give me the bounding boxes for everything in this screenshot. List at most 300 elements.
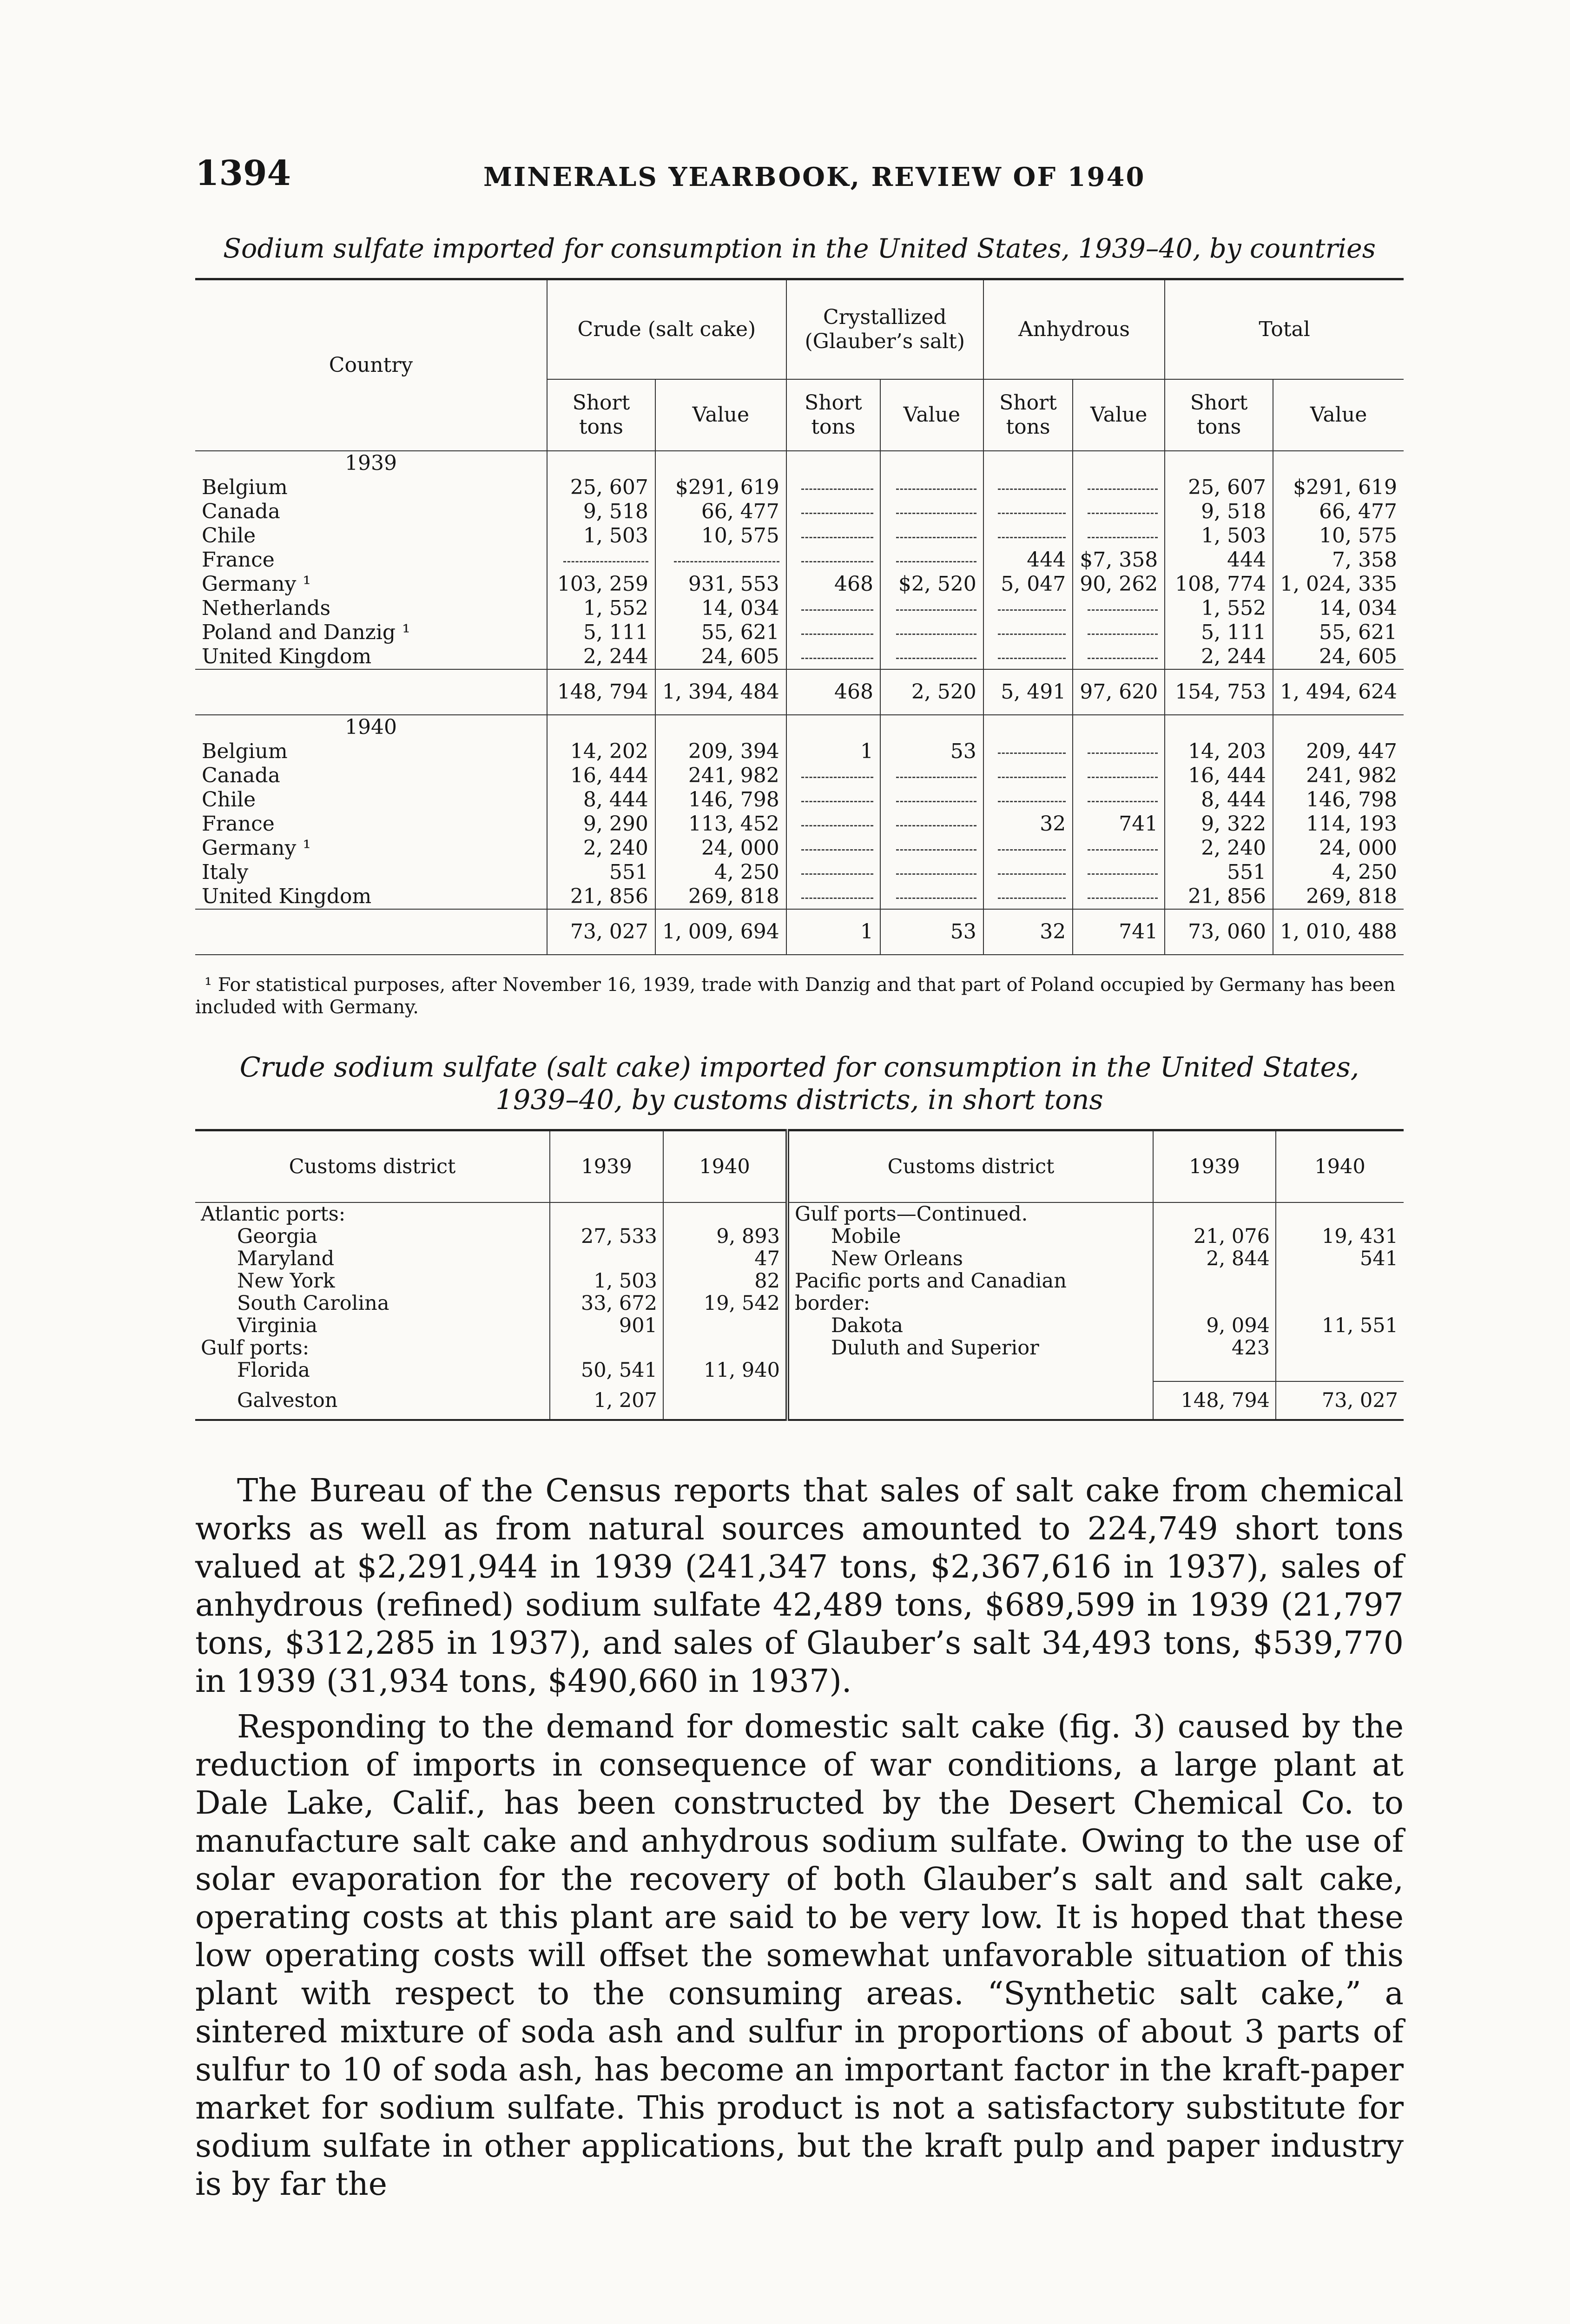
- table1-footnote: ¹ For statistical purposes, after November 16, 1939, trade with Danzig and that part of Poland occupied by Germany has been included with Germany.: [195, 974, 1396, 1018]
- district-1939-left: 33, 672: [550, 1292, 663, 1314]
- empty-dash: [1088, 752, 1158, 754]
- country-name: Netherlands: [202, 596, 331, 620]
- value-cell: 241, 982: [1273, 764, 1404, 788]
- table-row: [195, 739, 1404, 764]
- district-1939-right: 148, 794: [1153, 1381, 1276, 1420]
- value-cell: $291, 619: [655, 475, 786, 500]
- table-row: [195, 788, 1404, 812]
- value-cell: 8, 444: [547, 788, 655, 812]
- value-cell: [983, 788, 1073, 812]
- empty-dash: [998, 512, 1066, 514]
- empty-dash: [801, 657, 873, 659]
- district-name-left: Georgia: [237, 1225, 318, 1248]
- country-name: Belgium: [202, 739, 288, 763]
- district-1939-right: 21, 076: [1153, 1225, 1276, 1248]
- empty-cell: [1073, 451, 1165, 475]
- value-cell: 209, 447: [1273, 739, 1404, 764]
- header-customs-district-right: Customs district: [787, 1130, 1153, 1203]
- empty-dash: [896, 776, 976, 778]
- value-cell: 21, 856: [547, 885, 655, 909]
- value-cell: 32: [983, 812, 1073, 836]
- sub-header-short-tons: Short tons: [1165, 379, 1273, 451]
- value-cell: [1073, 764, 1165, 788]
- value-cell: 146, 798: [655, 788, 786, 812]
- district-1939-right: 423: [1153, 1337, 1276, 1359]
- value-cell: 90, 262: [1073, 572, 1165, 596]
- total-value: 1, 010, 488: [1273, 909, 1404, 955]
- value-cell: 5, 111: [1165, 621, 1273, 645]
- sub-header-short-tons: Short tons: [547, 379, 655, 451]
- district-1939-left: 901: [550, 1314, 663, 1337]
- total-value: 97, 620: [1073, 669, 1165, 715]
- sub-header-short-tons: Short tons: [786, 379, 880, 451]
- country-name: Germany ¹: [202, 572, 311, 596]
- value-cell: [786, 621, 880, 645]
- value-cell: [786, 548, 880, 572]
- district-name-left: Atlantic ports:: [201, 1202, 346, 1226]
- group-header-anhydrous: Anhydrous: [983, 280, 1165, 379]
- value-cell: 108, 774: [1165, 572, 1273, 596]
- value-cell: [1073, 596, 1165, 621]
- imports-by-country-table: [195, 280, 1404, 955]
- value-cell: 209, 394: [655, 739, 786, 764]
- value-cell: [786, 596, 880, 621]
- district-1939-left: [550, 1337, 663, 1359]
- district-name-left: Galveston: [195, 1381, 550, 1420]
- district-name-right: Gulf ports—Continued.: [787, 1202, 1153, 1225]
- empty-cell: [880, 715, 983, 739]
- value-cell: [983, 500, 1073, 524]
- table-row: [195, 524, 1404, 548]
- value-cell: [880, 764, 983, 788]
- value-cell: 24, 000: [1273, 836, 1404, 860]
- empty-cell: [880, 451, 983, 475]
- value-cell: 2, 240: [1165, 836, 1273, 860]
- country-name: Chile: [202, 788, 256, 812]
- value-cell: 24, 000: [655, 836, 786, 860]
- district-1939-left: [550, 1202, 663, 1225]
- empty-cell: [1273, 715, 1404, 739]
- country-name: Italy: [202, 860, 249, 884]
- district-1939-right: [1153, 1292, 1276, 1314]
- total-row: [195, 909, 1404, 955]
- district-1940-right: [1276, 1337, 1404, 1359]
- header-1939-left: 1939: [550, 1130, 663, 1203]
- value-cell: [1073, 645, 1165, 669]
- value-cell: 1, 503: [547, 524, 655, 548]
- value-cell: 1, 503: [1165, 524, 1273, 548]
- empty-cell: [786, 715, 880, 739]
- value-cell: 4, 250: [655, 860, 786, 885]
- empty-dash: [998, 873, 1066, 875]
- value-cell: 4, 250: [1273, 860, 1404, 885]
- district-name-left: South Carolina: [237, 1292, 389, 1315]
- table-row: [195, 1381, 1404, 1420]
- total-value: 148, 794: [547, 669, 655, 715]
- empty-dash: [1088, 609, 1158, 611]
- value-cell: 55, 621: [655, 621, 786, 645]
- total-value: 1: [786, 909, 880, 955]
- value-cell: [983, 475, 1073, 500]
- district-name-left: Maryland: [237, 1247, 335, 1270]
- empty-dash: [896, 897, 976, 899]
- empty-dash: [896, 609, 976, 611]
- value-cell: [880, 645, 983, 669]
- total-value: 32: [983, 909, 1073, 955]
- total-value: 53: [880, 909, 983, 955]
- value-cell: [786, 524, 880, 548]
- empty-dash: [1088, 897, 1158, 899]
- customs-district-table: [195, 1129, 1404, 1421]
- district-1940-left: [663, 1381, 787, 1420]
- value-cell: 9, 290: [547, 812, 655, 836]
- country-name: France: [202, 812, 275, 836]
- value-cell: 7, 358: [1273, 548, 1404, 572]
- district-1940-right: 19, 431: [1276, 1225, 1404, 1248]
- table-row: [195, 860, 1404, 885]
- empty-dash: [1088, 849, 1158, 851]
- empty-dash: [1088, 488, 1158, 490]
- country-cell: [195, 860, 547, 885]
- country-name: France: [202, 548, 275, 572]
- country-cell: [195, 885, 547, 909]
- value-cell: 103, 259: [547, 572, 655, 596]
- empty-cell: [983, 451, 1073, 475]
- district-1940-right: [1276, 1202, 1404, 1225]
- total-label-cell: [195, 669, 547, 715]
- value-cell: [786, 788, 880, 812]
- empty-dash: [563, 561, 648, 562]
- value-cell: 931, 553: [655, 572, 786, 596]
- value-cell: 1, 552: [1165, 596, 1273, 621]
- table2-title: [195, 1051, 1404, 1116]
- empty-dash: [998, 657, 1066, 659]
- table-row: [195, 596, 1404, 621]
- empty-dash: [1088, 800, 1158, 802]
- group-header-crystallized: Crystallized (Glauber’s salt): [786, 280, 983, 379]
- district-1939-right: [1153, 1202, 1276, 1225]
- value-cell: 25, 607: [547, 475, 655, 500]
- value-cell: [880, 596, 983, 621]
- country-name: Germany ¹: [202, 836, 311, 860]
- empty-dash: [801, 633, 873, 635]
- district-name-right: [787, 1381, 1153, 1420]
- district-1939-right: 9, 094: [1153, 1314, 1276, 1337]
- empty-dash: [1088, 633, 1158, 635]
- value-cell: [1073, 788, 1165, 812]
- empty-dash: [998, 897, 1066, 899]
- value-cell: [880, 500, 983, 524]
- value-cell: 10, 575: [655, 524, 786, 548]
- sub-header-value: Value: [655, 379, 786, 451]
- district-1939-right: [1153, 1359, 1276, 1381]
- table2-title-line1: Crude sodium sulfate (salt cake) imported for consumption in the United States,: [239, 1051, 1359, 1083]
- body-paragraph: The Bureau of the Census reports that sales of salt cake from chemical works as well as from natural sources amounted to 224,749 short tons valued at $2,291,944 in 1939 (241,347 tons, $2,367,616 in 1937), sales of anhydrous (refined) sodium sulfate 42,489 tons, $689,599 in 1939 (21,797 tons, $312,285 in 1937), and sales of Glauber’s salt 34,493 tons, $539,770 in 1939 (31,934 tons, $490,660 in 1937).: [195, 1472, 1404, 1700]
- district-1940-right: 11, 551: [1276, 1314, 1404, 1337]
- value-cell: 21, 856: [1165, 885, 1273, 909]
- value-cell: 444: [1165, 548, 1273, 572]
- table-row: [195, 885, 1404, 909]
- year-row: [195, 451, 1404, 475]
- value-cell: 2, 244: [1165, 645, 1273, 669]
- table1-title: Sodium sulfate imported for consumption in the United States, 1939–40, by countries: [223, 233, 1376, 264]
- empty-dash: [801, 800, 873, 802]
- empty-dash: [801, 536, 873, 538]
- value-cell: [786, 764, 880, 788]
- total-value: 1, 009, 694: [655, 909, 786, 955]
- value-cell: [786, 812, 880, 836]
- value-cell: [880, 788, 983, 812]
- empty-dash: [801, 609, 873, 611]
- value-cell: $7, 358: [1073, 548, 1165, 572]
- header-customs-district-left: Customs district: [195, 1130, 550, 1203]
- body-paragraph: Responding to the demand for domestic salt cake (fig. 3) caused by the reduction of imports in consequence of war conditions, a large plant at Dale Lake, Calif., has been constructed by the Desert Chemical Co. to manufacture salt cake and anhydrous sodium sulfate. Owing to the use of solar evaporation for the recovery of both Glauber’s salt and salt cake, operating costs at this plant are said to be very low. It is hoped that these low operating costs will offset the somewhat unfavorable situation of this plant with respect to the consuming areas. “Synthetic salt cake,” a sintered mixture of soda ash and sulfur in proportions of about 3 parts of sulfur to 10 of soda ash, has become an important factor in the kraft-paper market for sodium sulfate. This product is not a satisfactory substitute for sodium sulfate in other applications, but the kraft pulp and paper industry is by far the: [195, 1709, 1404, 2203]
- value-cell: 269, 818: [655, 885, 786, 909]
- table-row: [195, 836, 1404, 860]
- empty-dash: [998, 752, 1066, 754]
- value-cell: [983, 596, 1073, 621]
- empty-dash: [801, 488, 873, 490]
- value-cell: [880, 475, 983, 500]
- running-title: MINERALS YEARBOOK, REVIEW OF 1940: [483, 162, 1146, 192]
- district-1940-right: 73, 027: [1276, 1381, 1404, 1420]
- total-label-cell: [195, 909, 547, 955]
- district-1939-left: 1, 207: [550, 1381, 663, 1420]
- value-cell: 2, 244: [547, 645, 655, 669]
- value-cell: [983, 885, 1073, 909]
- value-cell: 9, 518: [1165, 500, 1273, 524]
- district-1940-left: [663, 1202, 787, 1225]
- country-cell: [195, 645, 547, 669]
- value-cell: 113, 452: [655, 812, 786, 836]
- value-cell: [1073, 885, 1165, 909]
- value-cell: 66, 477: [655, 500, 786, 524]
- district-name-right: Mobile: [787, 1225, 1153, 1248]
- value-cell: [880, 836, 983, 860]
- value-cell: 5, 047: [983, 572, 1073, 596]
- value-cell: [786, 860, 880, 885]
- country-name: United Kingdom: [202, 645, 372, 668]
- total-value: 2, 520: [880, 669, 983, 715]
- table-row: [195, 1225, 1404, 1248]
- empty-dash: [896, 873, 976, 875]
- empty-cell: [547, 451, 655, 475]
- value-cell: [983, 764, 1073, 788]
- table-row: [195, 621, 1404, 645]
- district-name-right: Pacific ports and Canadian: [787, 1270, 1153, 1292]
- table-row: [195, 1314, 1404, 1337]
- value-cell: [1073, 860, 1165, 885]
- value-cell: 14, 202: [547, 739, 655, 764]
- total-value: 741: [1073, 909, 1165, 955]
- total-row: [195, 669, 1404, 715]
- empty-cell: [1073, 715, 1165, 739]
- value-cell: 66, 477: [1273, 500, 1404, 524]
- value-cell: 1, 024, 335: [1273, 572, 1404, 596]
- year-label: 1939: [345, 451, 397, 475]
- table-row: [195, 1248, 1404, 1270]
- district-name-left: Florida: [237, 1359, 310, 1382]
- table-row: [195, 812, 1404, 836]
- value-cell: 9, 518: [547, 500, 655, 524]
- district-1940-right: [1276, 1359, 1404, 1381]
- district-name-right: Duluth and Superior: [787, 1337, 1153, 1359]
- sub-header-value: Value: [1073, 379, 1165, 451]
- value-cell: 468: [786, 572, 880, 596]
- value-cell: [655, 548, 786, 572]
- header-1940-left: 1940: [663, 1130, 787, 1203]
- empty-dash: [801, 776, 873, 778]
- empty-dash: [998, 849, 1066, 851]
- total-value: 73, 060: [1165, 909, 1273, 955]
- table2-body: [195, 1202, 1404, 1420]
- value-cell: [880, 812, 983, 836]
- value-cell: 241, 982: [655, 764, 786, 788]
- country-cell: [195, 572, 547, 596]
- value-cell: 16, 444: [1165, 764, 1273, 788]
- value-cell: 14, 034: [655, 596, 786, 621]
- empty-dash: [998, 488, 1066, 490]
- district-1940-left: [663, 1314, 787, 1337]
- empty-dash: [801, 825, 873, 826]
- value-cell: [880, 860, 983, 885]
- empty-cell: [786, 451, 880, 475]
- district-1940-left: 19, 542: [663, 1292, 787, 1314]
- value-cell: 10, 575: [1273, 524, 1404, 548]
- district-name-left: Gulf ports:: [201, 1336, 310, 1360]
- country-name: Canada: [202, 764, 280, 787]
- value-cell: 8, 444: [1165, 788, 1273, 812]
- value-cell: [1073, 739, 1165, 764]
- district-name-right: [787, 1359, 1153, 1381]
- country-cell: [195, 475, 547, 500]
- country-cell: [195, 524, 547, 548]
- table-row: [195, 1292, 1404, 1314]
- district-name-left: New York: [237, 1269, 335, 1293]
- district-1939-left: [550, 1248, 663, 1270]
- value-cell: [1073, 621, 1165, 645]
- district-1940-left: 11, 940: [663, 1359, 787, 1381]
- country-cell: [195, 788, 547, 812]
- country-cell: [195, 764, 547, 788]
- value-cell: [786, 475, 880, 500]
- empty-dash: [1088, 657, 1158, 659]
- value-cell: 9, 322: [1165, 812, 1273, 836]
- value-cell: 16, 444: [547, 764, 655, 788]
- value-cell: 14, 034: [1273, 596, 1404, 621]
- value-cell: [1073, 524, 1165, 548]
- district-1939-left: 50, 541: [550, 1359, 663, 1381]
- empty-dash: [801, 561, 873, 562]
- value-cell: [880, 885, 983, 909]
- value-cell: 25, 607: [1165, 475, 1273, 500]
- country-header: Country: [195, 280, 547, 451]
- empty-dash: [801, 897, 873, 899]
- sub-header-short-tons: Short tons: [983, 379, 1073, 451]
- empty-dash: [896, 488, 976, 490]
- country-name: Poland and Danzig ¹: [202, 621, 410, 644]
- value-cell: [983, 739, 1073, 764]
- value-cell: 741: [1073, 812, 1165, 836]
- empty-cell: [655, 715, 786, 739]
- empty-dash: [998, 536, 1066, 538]
- table-row: [195, 500, 1404, 524]
- value-cell: 55, 621: [1273, 621, 1404, 645]
- country-cell: [195, 812, 547, 836]
- empty-dash: [896, 825, 976, 826]
- empty-dash: [998, 633, 1066, 635]
- empty-dash: [896, 633, 976, 635]
- country-cell: [195, 739, 547, 764]
- district-name-right: border:: [787, 1292, 1153, 1314]
- district-1940-left: 47: [663, 1248, 787, 1270]
- table-row: [195, 1270, 1404, 1292]
- value-cell: 24, 605: [1273, 645, 1404, 669]
- district-1939-right: 2, 844: [1153, 1248, 1276, 1270]
- value-cell: [983, 836, 1073, 860]
- district-1940-right: 541: [1276, 1248, 1404, 1270]
- empty-cell: [1165, 451, 1273, 475]
- empty-cell: [1273, 451, 1404, 475]
- value-cell: [880, 621, 983, 645]
- empty-dash: [998, 609, 1066, 611]
- empty-dash: [998, 776, 1066, 778]
- district-1940-right: [1276, 1270, 1404, 1292]
- total-value: 5, 491: [983, 669, 1073, 715]
- total-value: 73, 027: [547, 909, 655, 955]
- table-row: [195, 1202, 1404, 1225]
- country-name: Chile: [202, 524, 256, 548]
- value-cell: [1073, 500, 1165, 524]
- empty-dash: [896, 561, 976, 562]
- district-name-left: Virginia: [237, 1314, 317, 1337]
- value-cell: $2, 520: [880, 572, 983, 596]
- table-row: [195, 764, 1404, 788]
- value-cell: 24, 605: [655, 645, 786, 669]
- table-row: [195, 1337, 1404, 1359]
- value-cell: [880, 548, 983, 572]
- total-value: 468: [786, 669, 880, 715]
- value-cell: 1: [786, 739, 880, 764]
- country-cell: [195, 621, 547, 645]
- value-cell: [983, 645, 1073, 669]
- running-head: [195, 153, 1404, 200]
- page: [195, 153, 1404, 2211]
- sub-header-value: Value: [880, 379, 983, 451]
- empty-dash: [896, 536, 976, 538]
- district-1940-left: 9, 893: [663, 1225, 787, 1248]
- table2-title-line2: 1939–40, by customs districts, in short tons: [495, 1083, 1103, 1116]
- empty-dash: [801, 873, 873, 875]
- total-value: 154, 753: [1165, 669, 1273, 715]
- year-row: [195, 715, 1404, 739]
- empty-dash: [1088, 536, 1158, 538]
- country-name: Belgium: [202, 475, 288, 499]
- value-cell: $291, 619: [1273, 475, 1404, 500]
- country-cell: [195, 500, 547, 524]
- district-1940-left: [663, 1337, 787, 1359]
- table-row: [195, 572, 1404, 596]
- country-cell: [195, 596, 547, 621]
- empty-dash: [998, 800, 1066, 802]
- value-cell: [547, 548, 655, 572]
- value-cell: 551: [1165, 860, 1273, 885]
- empty-dash: [801, 512, 873, 514]
- value-cell: [983, 860, 1073, 885]
- empty-dash: [1088, 776, 1158, 778]
- table-row: [195, 1359, 1404, 1381]
- sub-header-value: Value: [1273, 379, 1404, 451]
